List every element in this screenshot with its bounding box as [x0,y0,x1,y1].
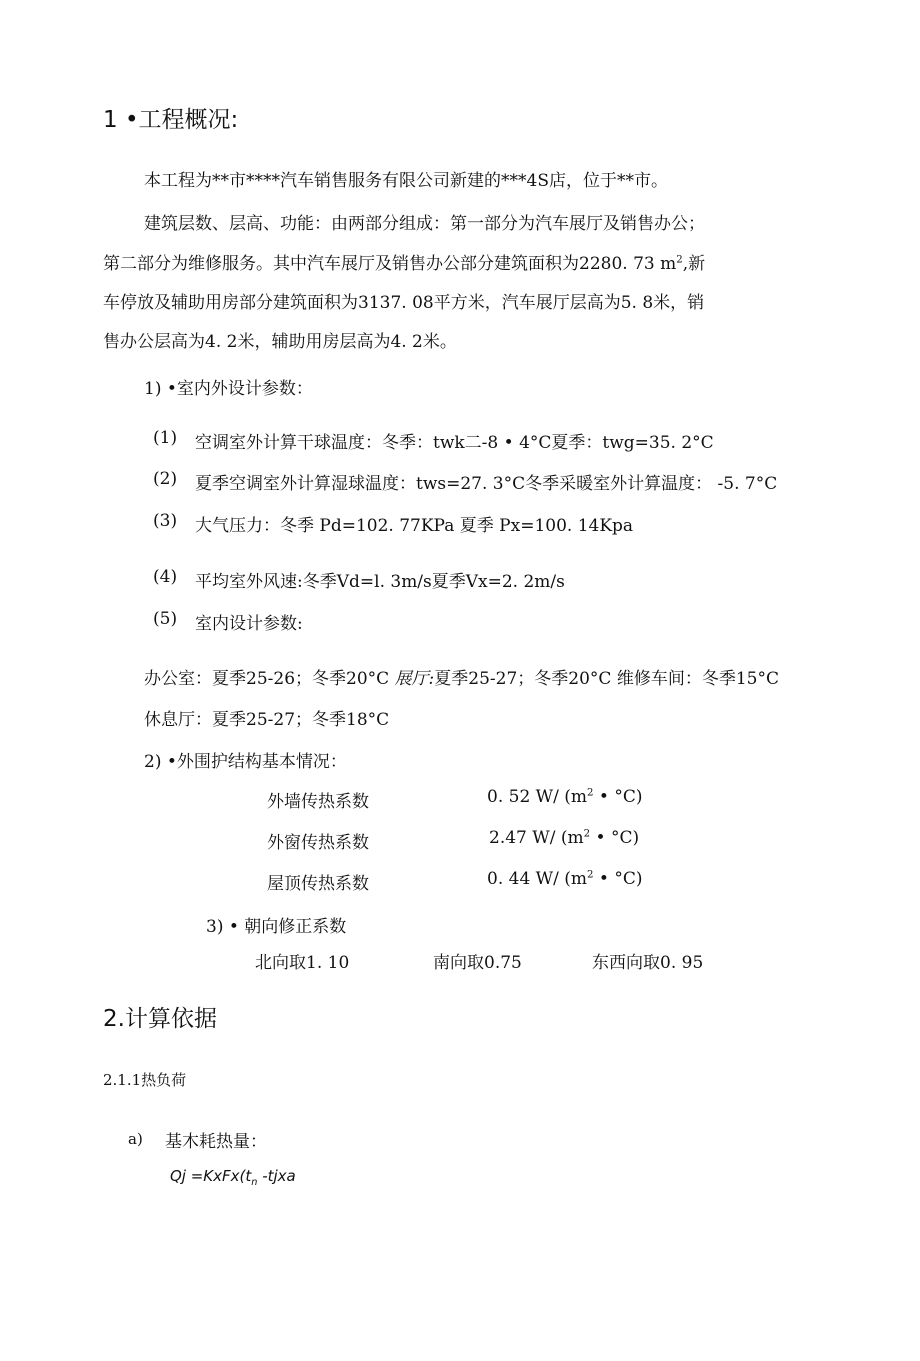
param-4-text: 平均室外风速:冬季Vd=l. 3m/s夏季Vx=2. 2m/s [195,572,565,592]
section1-title: 1 •工程概况: [103,107,239,133]
envelope-3-label: 屋顶传热系数 [267,874,369,894]
envelope-1-label: 外墙传热系数 [267,792,369,812]
param-5-num: (5) [153,609,178,629]
formula-main: Qj =KxFx(t [170,1167,252,1185]
indoor-line-1-b: 夏季25-27；冬季20°C 维修车间：冬季15°C [434,669,779,689]
envelope-1-sup: 2 [587,787,594,799]
intro-paragraph: 本工程为**市****汽车销售服务有限公司新建的***4S店，位于**市。 [144,171,668,191]
orientation-south: 南向取0.75 [433,953,522,973]
sub3-title: 3) • 朝向修正系数 [206,917,347,937]
envelope-3-value [487,869,643,889]
building-line-2-tail: ,新 [682,254,706,274]
envelope-2-label: 外窗传热系数 [267,833,369,853]
param-2-text: 夏季空调室外计算湿球温度：tws=27. 3°C冬季采暖室外计算温度： -5. 7°C [195,474,778,494]
orientation-north: 北向取1. 10 [255,953,350,973]
envelope-1-value [487,787,643,807]
building-line-2-text: 第二部分为维修服务。其中汽车展厅及销售办公部分建筑面积为2280. 73 m [103,254,677,274]
building-line-1: 建筑层数、层高、功能：由两部分组成：第一部分为汽车展厅及销售办公； [144,214,705,234]
param-3-num: (3) [153,511,178,531]
envelope-3-sup: 2 [587,869,594,881]
sub1-title: 1) •室内外设计参数： [144,379,313,399]
param-1-text: 空调室外计算干球温度：冬季：twk二-8 • 4°C夏季：twg=35. 2°C [195,433,714,453]
param-1-num: (1) [153,428,178,448]
formula [170,1167,296,1188]
envelope-2-sup: 2 [583,828,591,840]
item-a-text: 基木耗热量： [165,1132,267,1152]
indoor-line-1-a: 办公室：夏季25-26；冬季20°C [144,669,395,689]
envelope-3-unit: • °C) [593,869,643,889]
building-line-3: 车停放及辅助用房部分建筑面积为3137. 08平方米，汽车展厅层高为5. 8米，销 [103,293,705,313]
section2-subtitle: 2.1.1热负荷 [103,1071,187,1089]
param-3-text: 大气压力：冬季 Pd=102. 77KPa 夏季 Px=100. 14Kpa [195,516,634,536]
param-2-num: (2) [153,469,178,489]
building-line-4: 售办公层高为4. 2米，辅助用房层高为4. 2米。 [103,332,457,352]
envelope-2-value [489,828,639,848]
envelope-3-value-text: 0. 44 W/ (m [487,869,588,889]
param-5-text: 室内设计参数: [195,614,303,634]
formula-tail: -tjxa [257,1167,296,1185]
envelope-2-unit: • °C) [590,828,640,848]
item-a-num: a) [128,1130,143,1148]
building-line-2-sup: 2 [676,254,683,266]
envelope-1-value-text: 0. 52 W/ (m [487,787,588,807]
param-4-num: (4) [153,567,178,587]
section2-title: 2.计算依据 [103,1006,217,1032]
envelope-2-value-text: 2.47 W/ (m [489,828,584,848]
indoor-line-2: 休息厅：夏季25-27；冬季18°C [144,710,390,730]
formula-sub: n [251,1177,258,1188]
sub2-title: 2) •外围护结构基本情况： [144,752,347,772]
indoor-line-1-italic: 展厅: [394,669,435,689]
indoor-line-1 [144,664,779,689]
orientation-east-west: 东西向取0. 95 [592,953,704,973]
envelope-1-unit: • °C) [593,787,643,807]
building-line-2 [103,249,705,274]
